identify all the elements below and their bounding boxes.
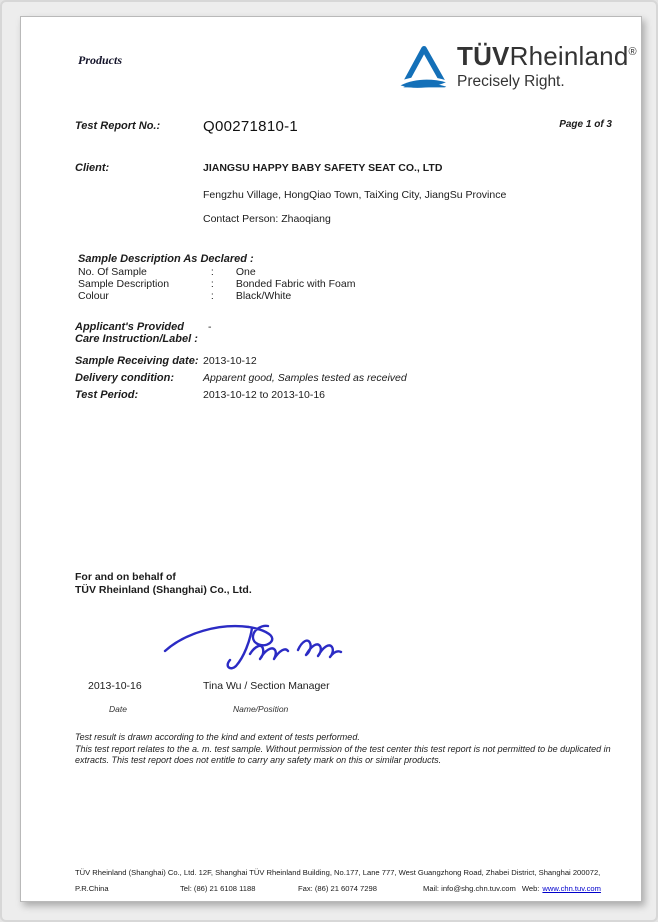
behalf-line1: For and on behalf of [75, 571, 176, 583]
client-address: Fengzhu Village, HongQiao Town, TaiXing City, JiangSu Province [203, 189, 507, 201]
signature-image [151, 607, 353, 677]
report-number-label: Test Report No.: [75, 120, 161, 132]
delivery-condition-value: Apparent good, Samples tested as received [203, 372, 407, 384]
footer-web-label: Web: [521, 884, 540, 893]
signoff-date-value: 2013-10-16 [88, 680, 142, 692]
sample-row: Colour : Black/White [78, 290, 292, 302]
disclaimer-text [75, 732, 620, 767]
sample-row: Sample Description : Bonded Fabric with Foam [78, 278, 356, 290]
applicant-provided-label-line2: Care Instruction/Label : [75, 333, 198, 345]
footer-fax: Fax: (86) 21 6074 7298 [298, 884, 377, 893]
footer-country: P.R.China [75, 884, 109, 893]
brand-wordmark: TÜVRheinland® [457, 41, 637, 71]
disclaimer-line2: This test report relates to the a. m. test sample. Without permission of the test center this test report is not permitted to be duplicated in extracts. This test report does not entitle to carry any safety mark on this or similar products. [75, 743, 611, 765]
applicant-provided-value: - [208, 321, 212, 333]
tuv-triangle-icon [399, 43, 449, 95]
page-indicator: Page 1 of 3 [559, 119, 612, 130]
sample-receiving-date-label: Sample Receiving date: [75, 355, 199, 367]
sample-receiving-date-value: 2013-10-12 [203, 355, 257, 367]
signoff-name-label: Name/Position [233, 704, 289, 714]
footer-mail: Mail: info@shg.chn.tuv.com [423, 884, 516, 893]
behalf-line2: TÜV Rheinland (Shanghai) Co., Ltd. [75, 584, 252, 596]
products-header-label: Products [78, 53, 123, 67]
footer-web-link[interactable]: www.chn.tuv.com [542, 884, 601, 893]
registered-mark: ® [628, 46, 637, 58]
test-period-value: 2013-10-12 to 2013-10-16 [203, 389, 326, 401]
report-number-value: Q00271810-1 [203, 118, 299, 135]
disclaimer-line1: Test result is drawn according to the kind and extent of tests performed. [75, 732, 360, 742]
delivery-condition-label: Delivery condition: [75, 372, 175, 384]
tuv-rheinland-logo [399, 43, 637, 95]
footer-contact-line [75, 884, 620, 893]
brand-tagline: Precisely Right. [457, 73, 565, 90]
sample-description-heading: Sample Description As Declared : [78, 253, 254, 265]
client-contact: Contact Person: Zhaoqiang [203, 213, 331, 225]
document-page [20, 16, 642, 902]
client-name: JIANGSU HAPPY BABY SAFETY SEAT CO., LTD [203, 162, 443, 174]
footer-tel: Tel: (86) 21 6108 1188 [180, 884, 256, 893]
signoff-name-value: Tina Wu / Section Manager [203, 680, 330, 692]
footer-address-line: TÜV Rheinland (Shanghai) Co., Ltd. 12F, Shanghai TÜV Rheinland Building, No.177, Lane 777, West Guangzhong Road, Zhabei District, Shanghai 200072, [75, 868, 601, 877]
client-label: Client: [75, 162, 110, 174]
test-period-label: Test Period: [75, 389, 139, 401]
signoff-date-label: Date [109, 704, 127, 714]
sample-row: No. Of Sample : One [78, 266, 256, 278]
applicant-provided-label-line1: Applicant's Provided [75, 321, 184, 333]
